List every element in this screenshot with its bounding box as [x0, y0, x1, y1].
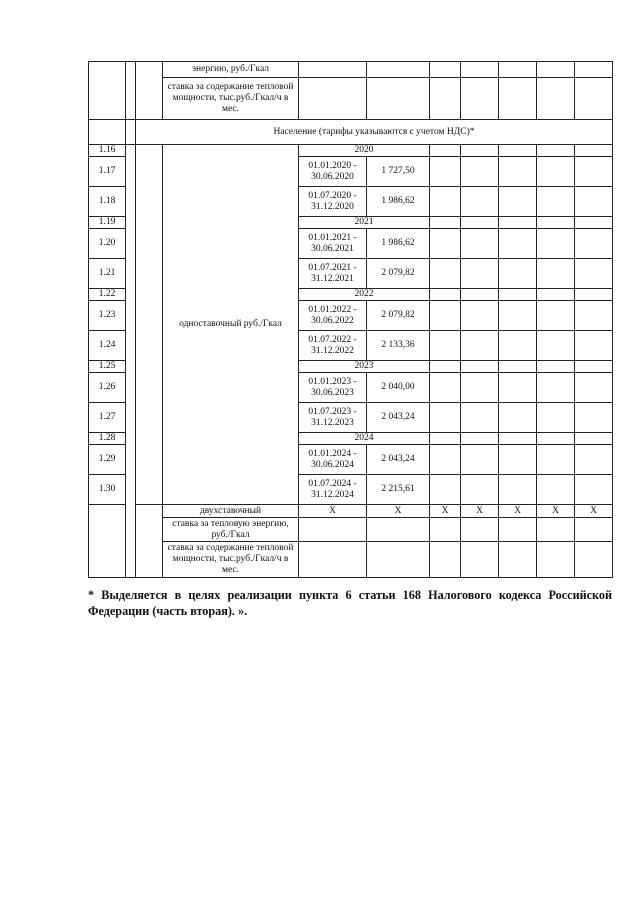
year-label: 2020	[299, 145, 430, 157]
empty-cell	[430, 542, 461, 578]
empty-cell	[430, 475, 461, 505]
empty-cell	[461, 229, 499, 259]
empty-cell	[575, 475, 613, 505]
empty-cell	[537, 361, 575, 373]
period-label: 01.01.2022 - 30.06.2022	[299, 301, 367, 331]
tariff-value: 2 079,82	[367, 259, 430, 289]
x-mark: Х	[299, 505, 367, 518]
empty-cell	[575, 542, 613, 578]
empty-cell	[537, 542, 575, 578]
energy-label-cell: энергию, руб./Гкал	[163, 62, 299, 78]
row-number: 1.29	[89, 445, 126, 475]
num-cell	[89, 62, 126, 120]
table-row	[89, 542, 613, 578]
x-mark: Х	[499, 505, 537, 518]
empty-cell	[499, 445, 537, 475]
empty-cell	[461, 361, 499, 373]
x-mark: Х	[575, 505, 613, 518]
row-number: 1.28	[89, 433, 126, 445]
empty-cell	[537, 445, 575, 475]
empty-cell	[499, 475, 537, 505]
empty-cell	[461, 403, 499, 433]
empty-cell	[499, 229, 537, 259]
empty-cell	[499, 433, 537, 445]
period-label: 01.07.2022 - 31.12.2022	[299, 331, 367, 361]
empty-cell	[575, 361, 613, 373]
num-cell	[89, 505, 126, 578]
empty-cell	[499, 217, 537, 229]
empty-cell	[461, 62, 499, 78]
energy-label-cell: ставка за тепловую энергию, руб./Гкал	[163, 518, 299, 542]
empty-cell	[575, 217, 613, 229]
period-label: 01.07.2024 - 31.12.2024	[299, 475, 367, 505]
empty-cell	[367, 518, 430, 542]
year-row	[89, 145, 613, 157]
spacer-cell	[126, 120, 136, 145]
empty-cell	[430, 331, 461, 361]
x-mark: Х	[367, 505, 430, 518]
tariff-value: 2 079,82	[367, 301, 430, 331]
empty-cell	[499, 542, 537, 578]
empty-cell	[537, 373, 575, 403]
section-row	[89, 120, 613, 145]
empty-cell	[430, 259, 461, 289]
empty-cell	[537, 259, 575, 289]
empty-cell	[430, 187, 461, 217]
empty-cell	[430, 403, 461, 433]
empty-cell	[499, 145, 537, 157]
empty-cell	[499, 289, 537, 301]
two-rate-row	[89, 505, 613, 518]
two-rate-label: двухставочный	[163, 505, 299, 518]
x-mark: Х	[461, 505, 499, 518]
empty-cell	[461, 373, 499, 403]
tariff-value: 2 043,24	[367, 445, 430, 475]
empty-cell	[430, 145, 461, 157]
empty-cell	[575, 518, 613, 542]
row-number: 1.22	[89, 289, 126, 301]
tariff-value: 2 040,00	[367, 373, 430, 403]
spacer-cell	[136, 505, 163, 578]
empty-cell	[461, 301, 499, 331]
empty-cell	[461, 217, 499, 229]
row-number: 1.24	[89, 331, 126, 361]
empty-cell	[499, 259, 537, 289]
empty-cell	[430, 62, 461, 78]
year-label: 2022	[299, 289, 430, 301]
empty-cell	[537, 229, 575, 259]
tariff-table	[88, 61, 613, 578]
empty-cell	[430, 289, 461, 301]
empty-cell	[367, 78, 430, 120]
empty-cell	[430, 157, 461, 187]
empty-cell	[461, 445, 499, 475]
empty-cell	[537, 301, 575, 331]
table-row	[89, 78, 613, 120]
empty-cell	[461, 289, 499, 301]
empty-cell	[461, 187, 499, 217]
empty-cell	[537, 78, 575, 120]
empty-cell	[299, 78, 367, 120]
empty-cell	[575, 229, 613, 259]
empty-cell	[575, 259, 613, 289]
empty-cell	[537, 62, 575, 78]
empty-cell	[575, 433, 613, 445]
period-label: 01.07.2020 - 31.12.2020	[299, 187, 367, 217]
period-label: 01.01.2024 - 30.06.2024	[299, 445, 367, 475]
empty-cell	[537, 433, 575, 445]
empty-cell	[430, 229, 461, 259]
empty-cell	[499, 62, 537, 78]
table-row	[89, 62, 613, 78]
empty-cell	[575, 373, 613, 403]
empty-cell	[430, 445, 461, 475]
row-number: 1.23	[89, 301, 126, 331]
empty-cell	[575, 62, 613, 78]
empty-cell	[430, 433, 461, 445]
empty-cell	[499, 331, 537, 361]
tariff-value: 2 133,36	[367, 331, 430, 361]
period-label: 01.01.2021 - 30.06.2021	[299, 229, 367, 259]
row-number: 1.19	[89, 217, 126, 229]
tariff-value: 2 043,24	[367, 403, 430, 433]
period-label: 01.07.2021 - 31.12.2021	[299, 259, 367, 289]
num-cell	[89, 120, 126, 145]
empty-cell	[499, 187, 537, 217]
empty-cell	[575, 331, 613, 361]
empty-cell	[575, 187, 613, 217]
empty-cell	[499, 157, 537, 187]
row-number: 1.25	[89, 361, 126, 373]
spacer-cell	[136, 62, 163, 120]
row-number: 1.27	[89, 403, 126, 433]
x-mark: Х	[537, 505, 575, 518]
empty-cell	[430, 361, 461, 373]
period-label: 01.07.2023 - 31.12.2023	[299, 403, 367, 433]
table-row	[89, 518, 613, 542]
empty-cell	[537, 217, 575, 229]
empty-cell	[299, 542, 367, 578]
row-number: 1.18	[89, 187, 126, 217]
empty-cell	[499, 301, 537, 331]
empty-cell	[537, 145, 575, 157]
tariff-value: 1 986,62	[367, 187, 430, 217]
empty-cell	[461, 433, 499, 445]
row-number: 1.26	[89, 373, 126, 403]
empty-cell	[461, 157, 499, 187]
empty-cell	[537, 289, 575, 301]
empty-cell	[461, 259, 499, 289]
empty-cell	[367, 62, 430, 78]
empty-cell	[461, 78, 499, 120]
empty-cell	[575, 301, 613, 331]
empty-cell	[430, 301, 461, 331]
tariff-value: 1 986,62	[367, 229, 430, 259]
empty-cell	[461, 518, 499, 542]
footnote	[88, 587, 612, 619]
empty-cell	[461, 542, 499, 578]
empty-cell	[575, 78, 613, 120]
empty-cell	[575, 445, 613, 475]
empty-cell	[575, 403, 613, 433]
empty-cell	[575, 145, 613, 157]
row-number: 1.17	[89, 157, 126, 187]
year-label: 2023	[299, 361, 430, 373]
empty-cell	[461, 145, 499, 157]
period-label: 01.01.2023 - 30.06.2023	[299, 373, 367, 403]
tariff-value: 2 215,61	[367, 475, 430, 505]
empty-cell	[461, 331, 499, 361]
empty-cell	[537, 187, 575, 217]
empty-cell	[430, 373, 461, 403]
empty-cell	[537, 518, 575, 542]
footnote-text: Выделяется в целях реализации пункта 6 статьи 168 Налогового кодекса Российской Федерации (часть вторая). ».	[88, 588, 613, 618]
empty-cell	[499, 373, 537, 403]
empty-cell	[537, 157, 575, 187]
row-number: 1.20	[89, 229, 126, 259]
empty-cell	[367, 542, 430, 578]
footnote-star: *	[88, 588, 95, 602]
empty-cell	[499, 518, 537, 542]
capacity-label-cell: ставка за содержание тепловой мощности, тыс.руб./Гкал/ч в мес.	[163, 542, 299, 578]
tariff-value: 1 727,50	[367, 157, 430, 187]
spacer-cell	[136, 145, 163, 505]
empty-cell	[299, 518, 367, 542]
empty-cell	[430, 217, 461, 229]
empty-cell	[499, 361, 537, 373]
row-number: 1.30	[89, 475, 126, 505]
capacity-label-cell: ставка за содержание тепловой мощности, тыс.руб./Гкал/ч в мес.	[163, 78, 299, 120]
year-label: 2024	[299, 433, 430, 445]
period-label: 01.01.2020 - 30.06.2020	[299, 157, 367, 187]
empty-cell	[537, 475, 575, 505]
spacer-cell	[126, 62, 136, 120]
empty-cell	[575, 157, 613, 187]
row-number: 1.21	[89, 259, 126, 289]
row-number: 1.16	[89, 145, 126, 157]
x-mark: Х	[430, 505, 461, 518]
empty-cell	[537, 331, 575, 361]
empty-cell	[537, 403, 575, 433]
empty-cell	[461, 475, 499, 505]
year-label: 2021	[299, 217, 430, 229]
empty-cell	[575, 289, 613, 301]
empty-cell	[430, 518, 461, 542]
empty-cell	[299, 62, 367, 78]
empty-cell	[499, 403, 537, 433]
spacer-cell	[126, 145, 136, 578]
single-rate-label: одноставочный руб./Гкал	[163, 145, 299, 505]
empty-cell	[499, 78, 537, 120]
empty-cell	[430, 78, 461, 120]
section-title: Население (тарифы указываются с учетом НДС)*	[136, 120, 613, 145]
